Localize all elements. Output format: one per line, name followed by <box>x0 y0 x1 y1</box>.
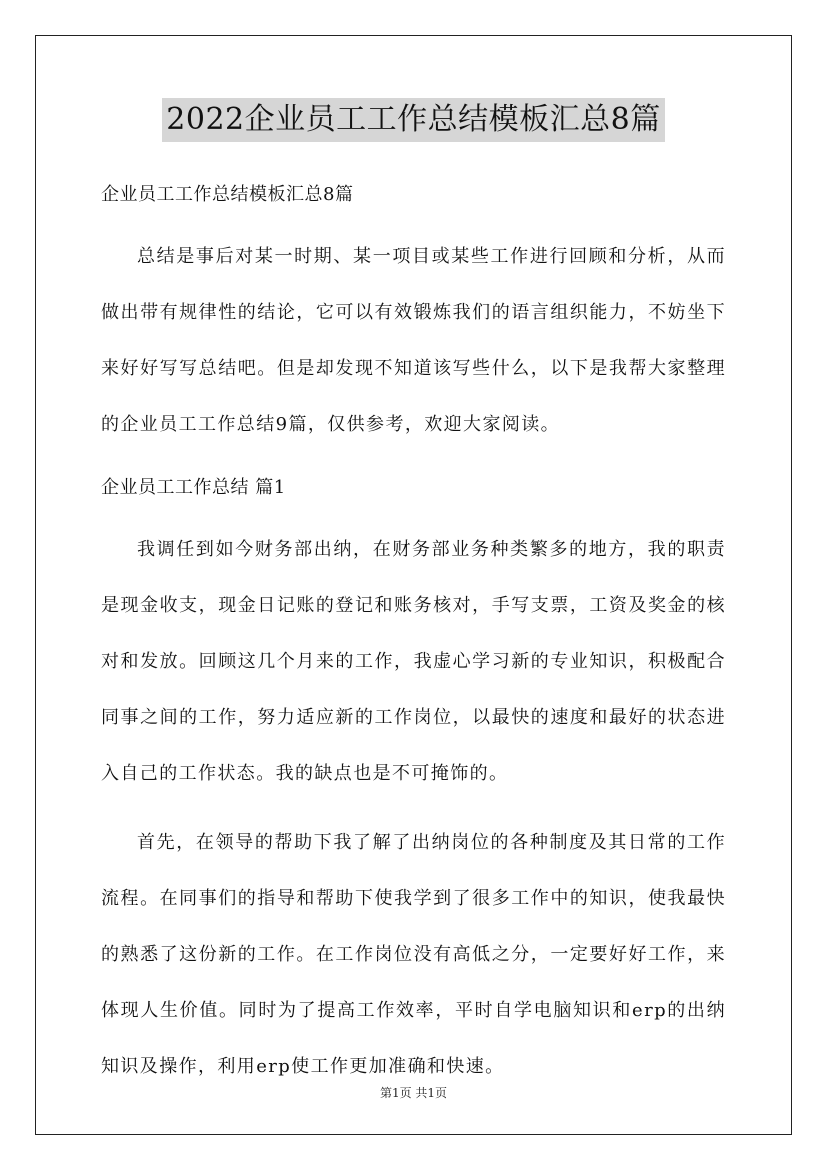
page-footer: 第1页 共1页 <box>379 1086 448 1100</box>
body-paragraph-2: 首先，在领导的帮助下我了解了出纳岗位的各种制度及其日常的工作流程。在同事们的指导和帮助下使我学到了很多工作中的知识，使我最快的熟悉了这份新的工作。在工作岗位没有高低之分，一定要好好工作，来体现人生价值。同时为了提高工作效率，平时自学电脑知识和erp的出纳知识及操作，利用erp使工作更加准确和快速。 <box>101 832 726 1077</box>
document-subtitle: 企业员工工作总结模板汇总8篇 <box>101 184 354 205</box>
body-paragraph-1: 我调任到如今财务部出纳，在财务部业务种类繁多的地方，我的职责是现金收支，现金日记账的登记和账务核对，手写支票，工资及奖金的核对和发放。回顾这几个月来的工作，我虚心学习新的专业知识，积极配合同事之间的工作，努力适应新的工作岗位，以最快的速度和最好的状态进入自己的工作状态。我的缺点也是不可掩饰的。 <box>101 539 726 784</box>
title-container <box>0 98 827 142</box>
section-heading: 企业员工工作总结 篇1 <box>101 477 286 498</box>
document-body <box>101 173 726 1108</box>
intro-paragraph: 总结是事后对某一时期、某一项目或某些工作进行回顾和分析，从而做出带有规律性的结论，它可以有效锻炼我们的语言组织能力，不妨坐下来好好写写总结吧。但是却发现不知道该写些什么，以下是我帮大家整理的企业员工工作总结9篇，仅供参考，欢迎大家阅读。 <box>101 246 726 435</box>
document-title: 2022企业员工工作总结模板汇总8篇 <box>162 98 664 142</box>
